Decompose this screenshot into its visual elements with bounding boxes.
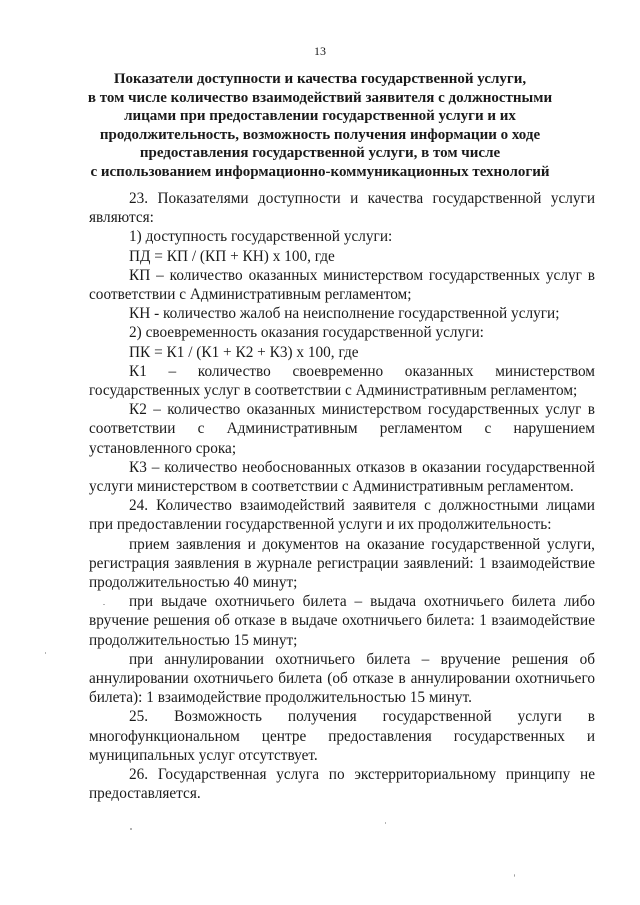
title-line: продолжительность, возможность получения информации о ходе (99, 126, 541, 143)
title-line: в том числе количество взаимодействий заявителя с должностными (87, 89, 553, 106)
paragraph-26: 26. Государственная услуга по экстерриториальному принципу не предоставляется. (89, 766, 595, 803)
interaction-issue: при выдаче охотничьего билета – выдача охотничьего билета либо вручение решения об отказе в выдаче охотничьего билета: 1 взаимодействие продолжительностью 15 минут; (89, 593, 595, 649)
scan-speck (103, 604, 105, 605)
definition-kp: КП – количество оказанных министерством государственных услуг в соответствии с Административным регламентом; (89, 266, 595, 304)
title-line: лицами при предоставлении государственной услуги и их (124, 108, 516, 124)
scan-speck (385, 822, 386, 824)
paragraph-23: 23. Показателями доступности и качества государственной услуги являются: (89, 190, 595, 227)
definition-k1: К1 – количество своевременно оказанных министерством государственных услуг в соответствии с Административным регламентом; (89, 362, 595, 400)
definition-kn: КН - количество жалоб на неисполнение государственной услуги; (129, 305, 560, 323)
definition-k2: К2 – количество оказанных министерством государственных услуг в соответствии с Административным регламентом с нарушением установленного срока; (89, 401, 595, 457)
document-body (89, 189, 595, 804)
interaction-application: прием заявления и документов на оказание государственной услуги, регистрация заявления в журнале регистрации заявлений: 1 взаимодействие продолжительностью 40 минут; (89, 535, 595, 592)
scan-speck (45, 652, 46, 654)
paragraph-25: 25. Возможность получения государственной услуги в многофункциональном центре предоставления государственных и муниципальных услуг отсутствует. (89, 708, 595, 764)
section-title (40, 70, 600, 181)
paragraph-timeliness: 2) своевременность оказания государственной услуги: (129, 324, 484, 342)
formula-pd: ПД = КП / (КП + КН) х 100, где (129, 247, 335, 265)
scan-speck (130, 828, 132, 830)
interaction-annulment: при аннулировании охотничьего билета – вручение решения об аннулировании охотничьего билета (об отказе в аннулировании охотничьего билета): 1 взаимодействие продолжительностью 15 минут. (89, 650, 595, 707)
formula-pk: ПК = К1 / (К1 + К2 + К3) х 100, где (129, 343, 359, 361)
title-line: Показатели доступности и качества государственной услуги, (113, 71, 527, 87)
paragraph-accessibility: 1) доступность государственной услуги: (129, 228, 393, 246)
definition-k3: К3 – количество необоснованных отказов в оказании государственной услуги министерством в соответствии с Административным регламентом. (89, 458, 595, 496)
scan-speck (514, 874, 515, 877)
page-number: 13 (314, 44, 326, 58)
paragraph-24: 24. Количество взаимодействий заявителя с должностными лицами при предоставлении государственной услуги и их продолжительность: (89, 497, 595, 534)
title-line: предоставления государственной услуги, в том числе (139, 145, 501, 161)
title-line: с использованием информационно-коммуникационных технологий (90, 163, 550, 180)
